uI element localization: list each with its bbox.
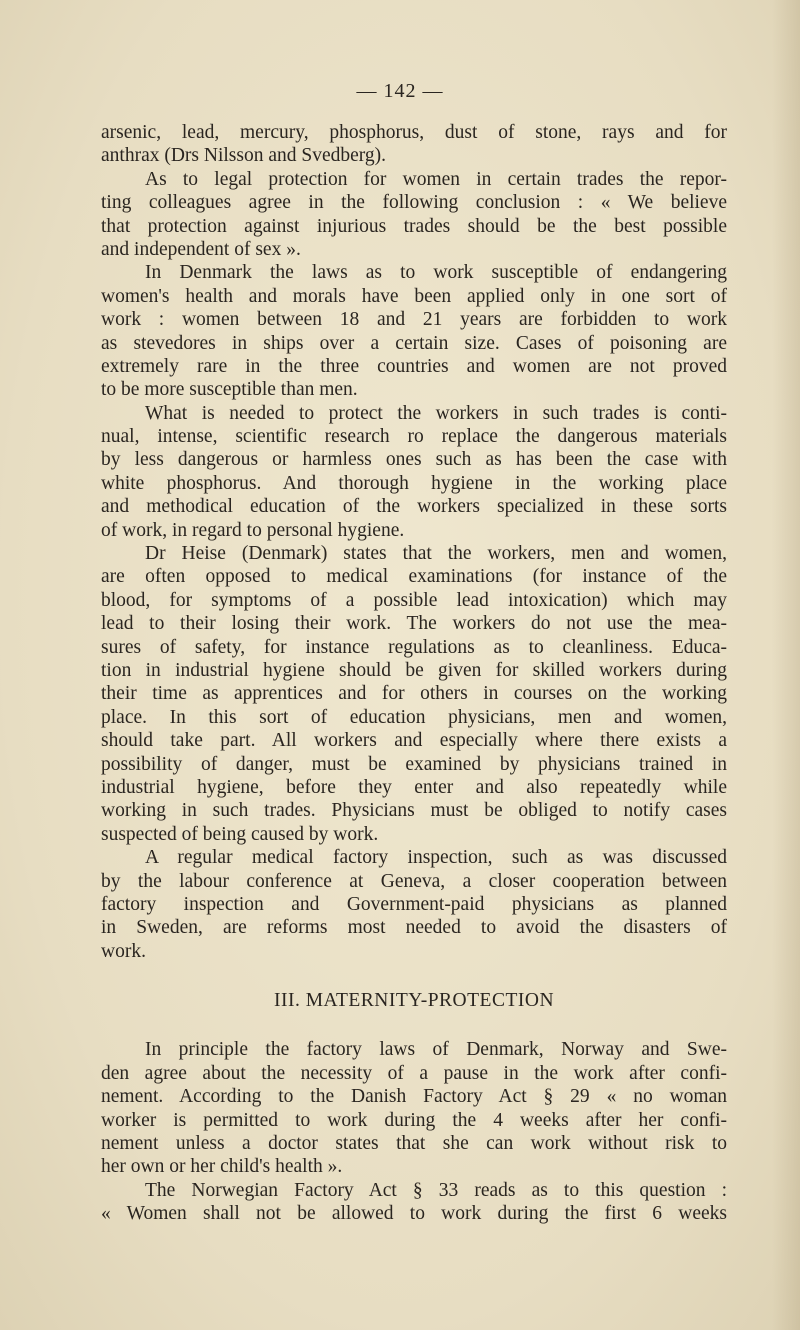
text-line: by the labour conference at Geneva, a closer cooperation between [101,870,727,892]
section-heading: III. MATERNITY-PROTECTION [273,990,555,1012]
text-line: den agree about the necessity of a pause in the work after confi- [101,1062,727,1084]
text-line: ting colleagues agree in the following conclusion : « We believe [101,192,727,214]
text-line: nement unless a doctor states that she can work without risk to [101,1133,727,1155]
text-line: extremely rare in the three countries and women are not proved [101,355,727,377]
text-line: working in such trades. Physicians must be obliged to notify cases [101,800,727,822]
text-line: and independent of sex ». [101,238,301,260]
page-text [101,121,727,1226]
text-line: to be more susceptible than men. [101,379,358,401]
text-line: sures of safety, for instance regulations as to cleanliness. Educa- [101,636,727,658]
text-line: tion in industrial hygiene should be given for skilled workers during [101,659,727,681]
text-line: nement. According to the Danish Factory Act § 29 « no woman [101,1086,727,1108]
text-line: As to legal protection for women in certain trades the repor- [145,168,727,190]
page-edge-shadow [772,0,800,1330]
text-line: The Norwegian Factory Act § 33 reads as to this question : [145,1179,727,1201]
text-line: their time as apprentices and for others in courses on the working [101,683,727,705]
text-line: industrial hygiene, before they enter and also repeatedly while [101,776,727,798]
text-line: and methodical education of the workers specialized in these sorts [101,496,727,518]
text-line: place. In this sort of education physicians, men and women, [101,706,727,728]
text-line: of work, in regard to personal hygiene. [101,519,405,541]
text-line: A regular medical factory inspection, such as was discussed [145,847,727,869]
text-line: that protection against injurious trades should be the best possible [101,215,727,237]
text-line: factory inspection and Government-paid physicians as planned [101,893,727,915]
text-line: work. [101,940,146,962]
text-line: In Denmark the laws as to work susceptible of endangering [145,262,727,284]
text-line: possibility of danger, must be examined by physicians trained in [101,753,727,775]
text-line: worker is permitted to work during the 4 weeks after her confi- [101,1109,727,1131]
text-line: women's health and morals have been applied only in one sort of [101,285,727,307]
text-line: Dr Heise (Denmark) states that the workers, men and women, [145,543,727,565]
body-text-section-2 [101,1038,727,1225]
text-line: as stevedores in ships over a certain size. Cases of poisoning are [101,332,727,354]
text-line: by less dangerous or harmless ones such as has been the case with [101,449,727,471]
text-line: What is needed to protect the workers in such trades is conti- [145,402,727,424]
text-line: In principle the factory laws of Denmark, Norway and Swe- [145,1039,727,1061]
text-line: are often opposed to medical examinations (for instance of the [101,566,727,588]
text-line: suspected of being caused by work. [101,823,379,845]
text-line: work : women between 18 and 21 years are forbidden to work [101,309,727,331]
text-line: lead to their losing their work. The workers do not use the mea- [101,613,727,635]
text-line: anthrax (Drs Nilsson and Svedberg). [101,145,387,167]
text-line: her own or her child's health ». [101,1156,343,1178]
page-number: — 142 — [356,80,444,102]
text-line: nual, intense, scientific research ro replace the dangerous materials [101,426,727,448]
text-line: arsenic, lead, mercury, phosphorus, dust of stone, rays and for [101,122,727,143]
text-line: blood, for symptoms of a possible lead intoxication) which may [101,589,727,611]
text-line: « Women shall not be allowed to work during the first 6 weeks [101,1203,727,1225]
body-text-section-1 [101,121,727,963]
text-line: white phosphorus. And thorough hygiene in the working place [101,472,727,494]
text-line: in Sweden, are reforms most needed to avoid the disasters of [101,917,727,939]
text-line: should take part. All workers and especially where there exists a [101,730,727,752]
